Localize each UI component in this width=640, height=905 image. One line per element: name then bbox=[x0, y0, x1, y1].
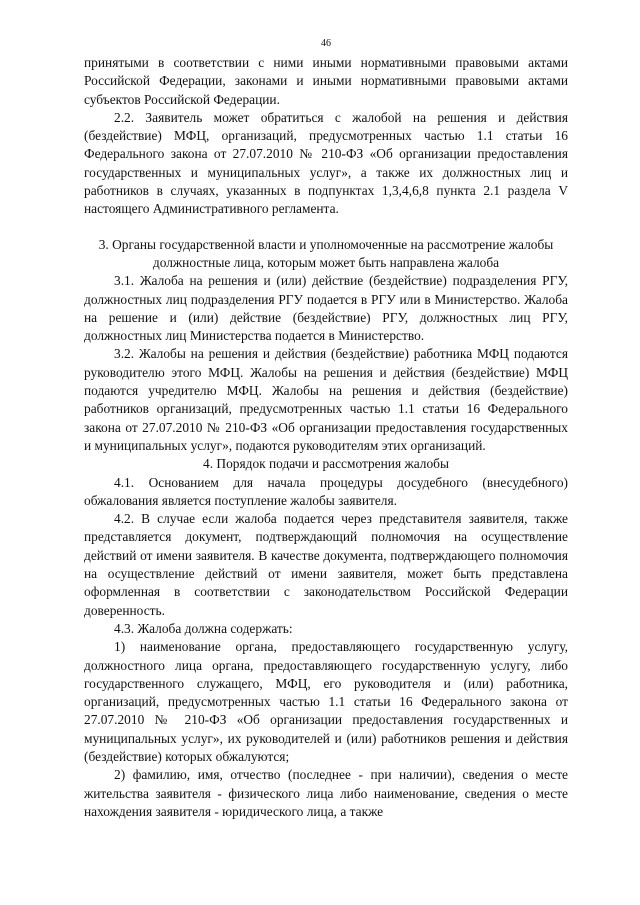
document-page bbox=[84, 38, 568, 821]
paragraph-4-2: 4.2. В случае если жалоба подается через представителя заявителя, также представляется документ, подтверждающий полномочия на осуществление действий от имени заявителя. В качестве документа, подтверждающего полномочия на осуществление действий от имени заявителя, может быть представлена оформленная в соответствии с законодательством Российской Федерации доверенность. bbox=[84, 511, 568, 618]
paragraph-3-1: 3.1. Жалоба на решения и (или) действие (бездействие) подразделения РГУ, должностных лиц подразделения РГУ подается в РГУ или в Министерство. Жалоба на решение и (или) действие (бездействие) РГУ, должностных лиц РГУ, должностных лиц Министерства подается в Министерство. bbox=[84, 273, 568, 344]
paragraph-continuation: принятыми в соответствии с ними иными нормативными правовыми актами Российской Федерации, законами и иными нормативными правовыми актами субъектов Российской Федерации. bbox=[84, 55, 568, 107]
page-number: 46 bbox=[321, 38, 331, 49]
list-item-1: 1) наименование органа, предоставляющего государственную услугу, должностного лица органа, предоставляющего государственную услугу, либо государственного служащего, МФЦ, его руководителя и (или) работника, организаций, предусмотренных частью 1.1 статьи 16 Федерального закона от 27.07.2010 № 210-ФЗ «Об организации предоставления государственных и муниципальных услуг», их руководителей и (или) работников решения и действия (бездействие) которых обжалуются; bbox=[84, 639, 568, 764]
paragraph-4-3: 4.3. Жалоба должна содержать: bbox=[114, 620, 293, 636]
paragraph-4-1: 4.1. Основанием для начала процедуры досудебного (внесудебного) обжалования является поступление жалобы заявителя. bbox=[84, 474, 568, 508]
list-item-2: 2) фамилию, имя, отчество (последнее - при наличии), сведения о месте жительства заявителя - физического лица либо наименование, сведения о месте нахождения заявителя - юридического лица, а также bbox=[84, 767, 568, 819]
paragraph-2-2: 2.2. Заявитель может обратиться с жалобой на решения и действия (бездействие) МФЦ, организаций, предусмотренных частью 1.1 статьи 16 Федерального закона от 27.07.2010 № 210-ФЗ «Об организации предоставления государственных и муниципальных услуг», а также их должностных лиц и работников в случаях, указанных в подпунктах 1,3,4,6,8 пункта 2.1 раздела V настоящего Административного регламента. bbox=[84, 109, 568, 217]
section-3-heading: 3. Органы государственной власти и уполномоченные на рассмотрение жалобы должностные лица, которым может быть направлена жалоба bbox=[98, 236, 554, 270]
section-4-heading: 4. Порядок подачи и рассмотрения жалобы bbox=[203, 456, 449, 472]
paragraph-3-2: 3.2. Жалобы на решения и действия (бездействие) работника МФЦ подаются руководителю этого МФЦ. Жалобы на решения и действия (бездействие) МФЦ подаются учредителю МФЦ. Жалобы на решения и действия (бездействие) работников организаций, предусмотренных частью 1.1 статьи 16 Федерального закона от 27.07.2010 № 210-ФЗ «Об организации предоставления государственных и муниципальных услуг», подаются руководителям этих организаций. bbox=[84, 346, 568, 453]
